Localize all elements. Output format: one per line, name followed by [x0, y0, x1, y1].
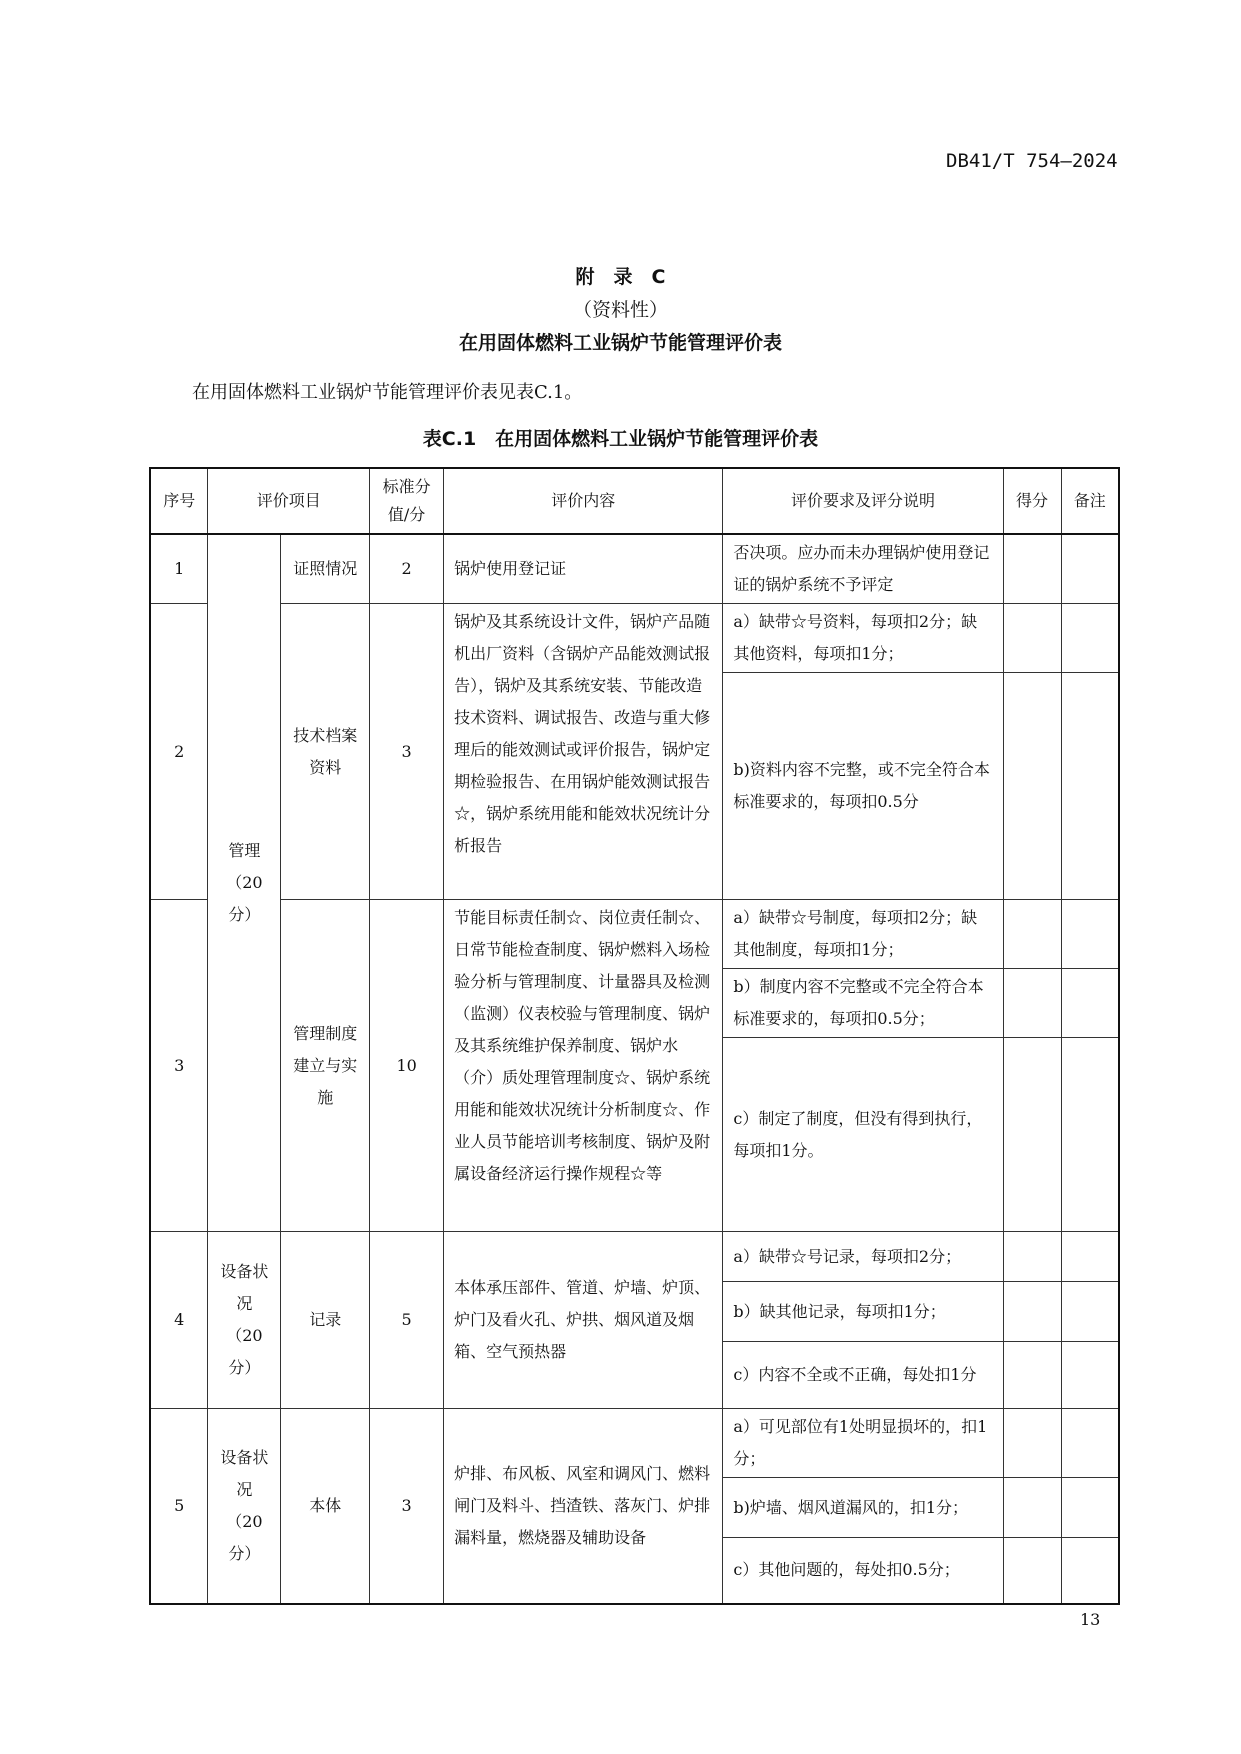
score-input: [1003, 534, 1061, 604]
table-row: [150, 900, 1119, 969]
evaluation-item: 证照情况: [281, 534, 370, 604]
evaluation-content: 炉排、布风板、风室和调风门、燃料闸门及料斗、挡渣铁、落灰门、炉排漏料量，燃烧器及辅助设备: [444, 1409, 723, 1604]
requirement: 否决项。应办而未办理锅炉使用登记证的锅炉系统不予评定: [723, 534, 1003, 604]
score-input: [1003, 604, 1061, 673]
score-input: [1003, 1232, 1061, 1282]
header-content: 评价内容: [444, 468, 723, 534]
row-number: 2: [150, 604, 208, 900]
standard-score: 2: [370, 534, 444, 604]
score-input: [1003, 1282, 1061, 1342]
requirement: c）其他问题的，每处扣0.5分；: [723, 1538, 1003, 1604]
requirement: a）缺带☆号资料，每项扣2分；缺其他资料，每项扣1分；: [723, 604, 1003, 673]
category: 设备状况（20分）: [208, 1232, 281, 1409]
table-row: [150, 1232, 1119, 1282]
standard-number: DB41/T 754—2024: [946, 150, 1118, 172]
requirement: c）制定了制度，但没有得到执行，每项扣1分。: [723, 1038, 1003, 1232]
standard-score: 3: [370, 1409, 444, 1604]
evaluation-content: 锅炉及其系统设计文件，锅炉产品随机出厂资料（含锅炉产品能效测试报告），锅炉及其系统安装、节能改造技术资料、调试报告、改造与重大修理后的能效测试或评价报告，锅炉定期检验报告、在用锅炉能效测试报告☆，锅炉系统用能和能效状况统计分析报告: [444, 604, 723, 900]
row-number: 1: [150, 534, 208, 604]
header-no: 序号: [150, 468, 208, 534]
header-item: 评价项目: [208, 468, 370, 534]
evaluation-content: 本体承压部件、管道、炉墙、炉顶、炉门及看火孔、炉拱、烟风道及烟箱、空气预热器: [444, 1232, 723, 1409]
remark-input: [1061, 900, 1119, 969]
requirement: b）制度内容不完整或不完全符合本标准要求的，每项扣0.5分；: [723, 969, 1003, 1038]
category: 设备状况（20分）: [208, 1409, 281, 1604]
appendix-name: 在用固体燃料工业锅炉节能管理评价表: [458, 332, 782, 354]
remark-input: [1061, 673, 1119, 900]
score-input: [1003, 900, 1061, 969]
score-input: [1003, 969, 1061, 1038]
evaluation-item: 记录: [281, 1232, 370, 1409]
requirement: b）缺其他记录，每项扣1分；: [723, 1282, 1003, 1342]
header-score: 标准分值/分: [370, 468, 444, 534]
evaluation-table: [149, 467, 1120, 1605]
category: 管理（20分）: [208, 534, 281, 1232]
remark-input: [1061, 1282, 1119, 1342]
appendix-nature: （资料性）: [572, 299, 668, 321]
row-number: 3: [150, 900, 208, 1232]
header-remark: 备注: [1061, 468, 1119, 534]
remark-input: [1061, 1409, 1119, 1478]
requirement: b)炉墙、烟风道漏风的，扣1分；: [723, 1478, 1003, 1538]
score-input: [1003, 1478, 1061, 1538]
remark-input: [1061, 969, 1119, 1038]
standard-score: 10: [370, 900, 444, 1232]
appendix-title: 附 录 C: [575, 266, 666, 288]
standard-score: 5: [370, 1232, 444, 1409]
score-input: [1003, 1342, 1061, 1409]
row-number: 4: [150, 1232, 208, 1409]
score-input: [1003, 1409, 1061, 1478]
evaluation-content: 节能目标责任制☆、岗位责任制☆、日常节能检查制度、锅炉燃料入场检验分析与管理制度、计量器具及检测（监测）仪表校验与管理制度、锅炉及其系统维护保养制度、锅炉水（介）质处理管理制度☆、锅炉系统用能和能效状况统计分析制度☆、作业人员节能培训考核制度、锅炉及附属设备经济运行操作规程☆等: [444, 900, 723, 1232]
score-input: [1003, 1038, 1061, 1232]
requirement: a）缺带☆号记录，每项扣2分；: [723, 1232, 1003, 1282]
remark-input: [1061, 534, 1119, 604]
remark-input: [1061, 1538, 1119, 1604]
remark-input: [1061, 604, 1119, 673]
standard-score: 3: [370, 604, 444, 900]
table-header: [150, 468, 1119, 534]
evaluation-item: 本体: [281, 1409, 370, 1604]
requirement: a）可见部位有1处明显损坏的，扣1分；: [723, 1409, 1003, 1478]
evaluation-item: 管理制度建立与实施: [281, 900, 370, 1232]
table-caption: 表C.1 在用固体燃料工业锅炉节能管理评价表: [422, 428, 819, 450]
table-row: [150, 534, 1119, 604]
score-input: [1003, 1538, 1061, 1604]
remark-input: [1061, 1232, 1119, 1282]
requirement: a）缺带☆号制度，每项扣2分；缺其他制度，每项扣1分；: [723, 900, 1003, 969]
remark-input: [1061, 1478, 1119, 1538]
remark-input: [1061, 1342, 1119, 1409]
score-input: [1003, 673, 1061, 900]
remark-input: [1061, 1038, 1119, 1232]
row-number: 5: [150, 1409, 208, 1604]
requirement: c）内容不全或不正确，每处扣1分: [723, 1342, 1003, 1409]
table-row: [150, 604, 1119, 673]
header-got: 得分: [1003, 468, 1061, 534]
intro-text: 在用固体燃料工业锅炉节能管理评价表见表C.1。: [192, 382, 583, 403]
header-requirements: 评价要求及评分说明: [723, 468, 1003, 534]
table-row: [150, 1409, 1119, 1478]
evaluation-content: 锅炉使用登记证: [444, 534, 723, 604]
evaluation-item: 技术档案资料: [281, 604, 370, 900]
page-number: 13: [1080, 1610, 1101, 1629]
requirement: b)资料内容不完整，或不完全符合本标准要求的，每项扣0.5分: [723, 673, 1003, 900]
